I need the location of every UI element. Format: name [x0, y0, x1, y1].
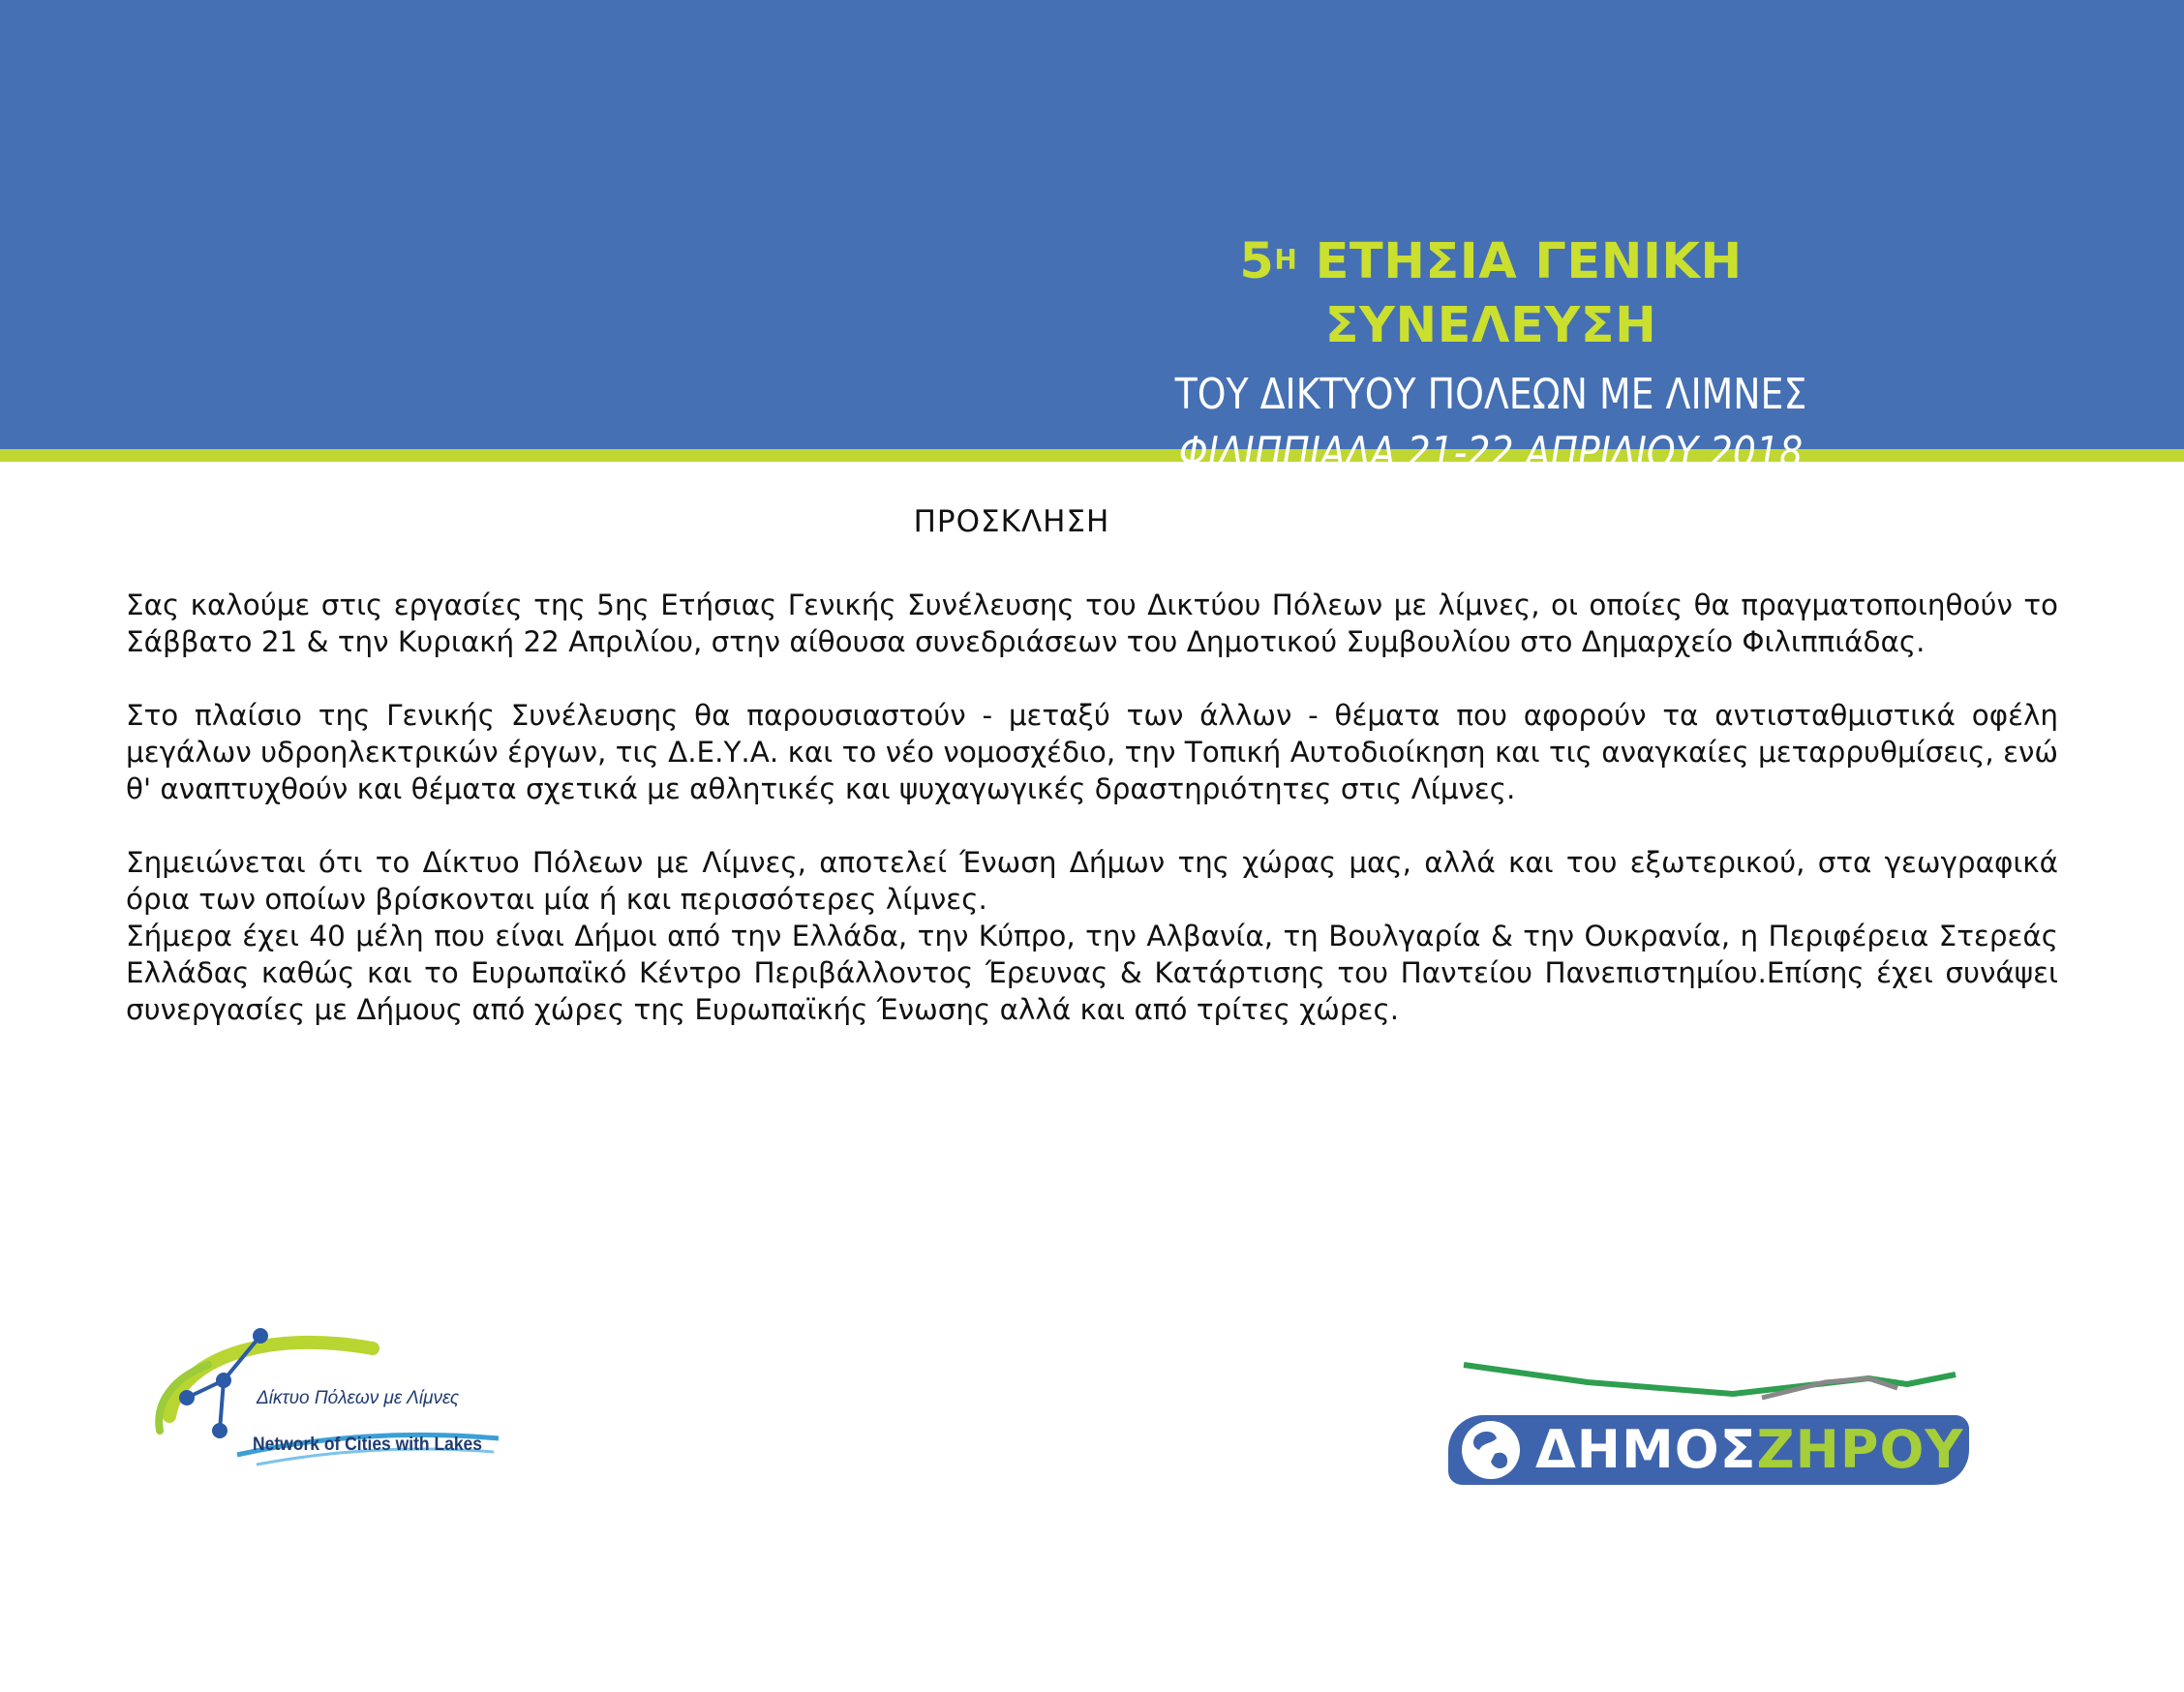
title-main: ΕΤΗΣΙΑ ΓΕΝΙΚΗ ΣΥΝΕΛΕΥΣΗ: [1315, 233, 1743, 354]
network-logo-greek: Δίκτυο Πόλεων με Λίμνες: [257, 1388, 460, 1408]
paragraph-members: Σήμερα έχει 40 μέλη που είναι Δήμοι από την Ελλάδα, την Κύπρο, την Αλβανία, τη Βουλγαρία & την Ουκρανία, η Περιφέρεια Στερεάς Ελλάδας καθώς και το Ευρωπαϊκό Κέντρο Περιβάλλοντος Έρευνας & Κατάρτισης του Παντείου Πανεπιστημίου.Επίσης έχει συνάψει συνεργασίες με Δήμους από χώρες της Ευρωπαϊκής Ένωσης αλλά και από τρίτες χώρες.: [126, 920, 2058, 1026]
paragraph-invitation: Σας καλούμε στις εργασίες της 5ης Ετήσιας Γενικής Συνέλευσης του Δικτύου Πόλεων με λίμνες, οι οποίες θα πραγματοποιηθούν το Σάββατο 21 & την Κυριακή 22 Απριλίου, στην αίθουσα συνεδριάσεων του Δημοτικού Συμβουλίου στο Δημαρχείο Φιλιππιάδας.: [126, 589, 2058, 658]
document-heading: ΠΡΟΣΚΛΗΣΗ: [913, 504, 1110, 539]
globe-icon: [1462, 1421, 1520, 1479]
network-logo: [150, 1324, 508, 1469]
event-title-block: [1123, 230, 1859, 482]
mountain-line-graphic: [1442, 1355, 1975, 1423]
network-logo-english: Network of Cities with Lakes: [253, 1435, 483, 1455]
municipality-logo-part2: ΖΗΡΟΥ: [1756, 1419, 1964, 1480]
event-subtitle: ΤΟΥ ΔΙΚΤΥΟΥ ΠΟΛΕΩΝ ΜΕ ΛΙΜΝΕΣ: [1174, 370, 1807, 419]
title-number: 5: [1239, 233, 1275, 290]
municipality-logo-part1: ΔΗΜΟΣ: [1535, 1419, 1757, 1480]
paragraph-topics: Στο πλαίσιο της Γενικής Συνέλευσης θα παρουσιαστούν - μεταξύ των άλλων - θέματα που αφορούν τα αντισταθμιστικά οφέλη μεγάλων υδροηλεκτρικών έργων, τις Δ.Ε.Υ.Α. και το νέο νομοσχέδιο, την Τοπική Αυτοδιοίκηση και τις αναγκαίες μεταρρυθμίσεις, ενώ θ' αναπτυχθούν και θέματα σχετικά με αθλητικές και ψυχαγωγικές δραστηριότητες στις Λίμνες.: [126, 699, 2058, 805]
event-place-date: ΦΙΛΙΠΠΙΑΔΑ 21-22 ΑΠΡΙΛΙΟΥ 2018: [1178, 428, 1804, 477]
title-superscript: Η: [1274, 244, 1298, 276]
municipality-logo-name: [1535, 1419, 1963, 1480]
municipality-logo: [1442, 1355, 1975, 1491]
event-title: [1123, 230, 1859, 358]
paragraph-about: Σημειώνεται ότι το Δίκτυο Πόλεων με Λίμνες, αποτελεί Ένωση Δήμων της χώρας μας, αλλά και του εξωτερικού, στα γεωγραφικά όρια των οποίων βρίσκονται μία ή και περισσότερες λίμνες.: [126, 846, 2058, 916]
document-body: [126, 587, 2058, 1028]
